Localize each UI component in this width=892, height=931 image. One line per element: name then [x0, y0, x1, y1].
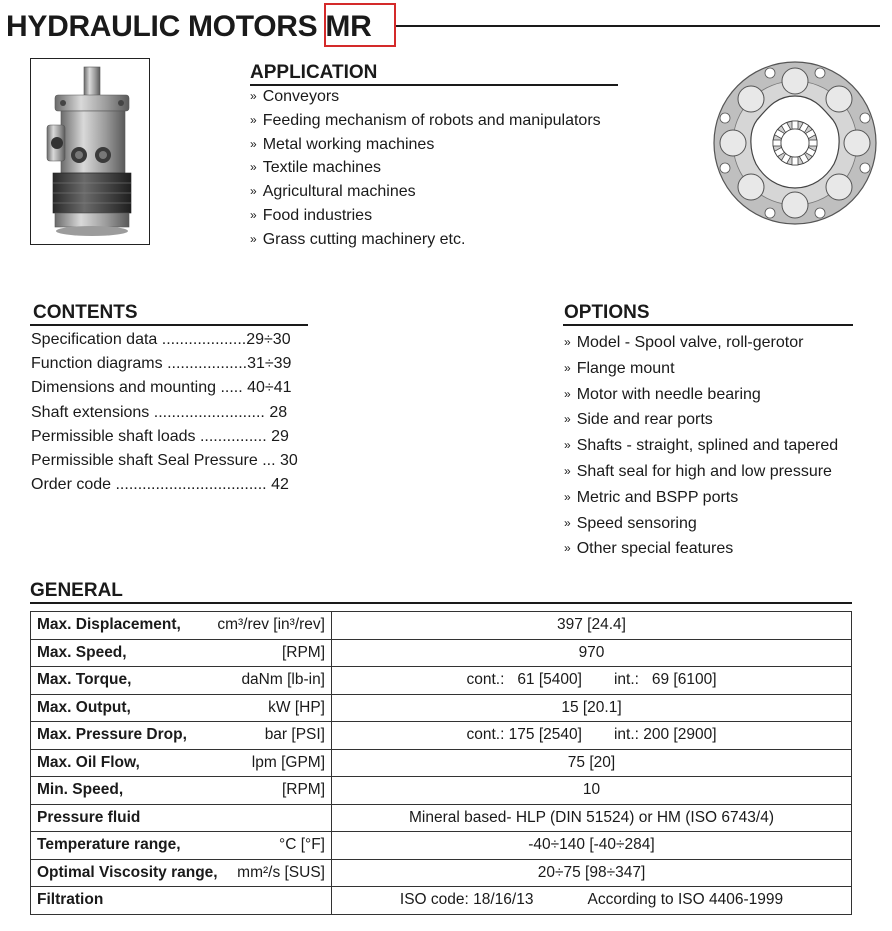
list-item: » Grass cutting machinery etc.	[250, 230, 466, 248]
bullet-icon: »	[250, 184, 257, 199]
table-row	[31, 832, 852, 860]
bullet-icon: »	[564, 438, 571, 453]
bullet-icon: »	[250, 160, 257, 175]
list-item: » Speed sensoring	[564, 514, 697, 532]
title-model-highlight-box	[324, 3, 396, 47]
bullet-icon: »	[564, 335, 571, 349]
list-item: » Side and rear ports	[564, 411, 713, 429]
contents-list	[31, 328, 298, 497]
row-value: 15 [20.1]	[332, 694, 852, 722]
row-unit: bar [PSI]	[264, 726, 325, 744]
row-label: Filtration	[31, 887, 332, 915]
bullet-icon: »	[564, 463, 571, 478]
list-item: Specification data ...................29÷30	[31, 331, 291, 348]
table-row	[31, 612, 852, 640]
row-value: cont.: 175 [2540] int.: 200 [2900]	[332, 722, 852, 750]
list-item: Shaft extensions ......................... 28	[31, 403, 288, 421]
options-list	[564, 330, 838, 562]
list-item: » Food industries	[250, 206, 373, 224]
bullet-icon: »	[250, 231, 257, 246]
table-row	[31, 722, 852, 750]
list-item: » Agricultural machines	[250, 183, 416, 201]
title-main: HYDRAULIC MOTORS	[6, 10, 318, 43]
options-heading: OPTIONS	[564, 302, 650, 323]
bullet-icon: »	[564, 489, 571, 504]
contents-rule	[30, 324, 308, 326]
list-item: » Shafts - straight, splined and tapered	[564, 437, 839, 455]
bullet-icon: »	[250, 89, 257, 103]
table-row	[31, 749, 852, 777]
product-photo	[30, 58, 150, 245]
row-unit: cm³/rev [in³/rev]	[217, 616, 325, 634]
list-item: Dimensions and mounting ..... 40÷41	[31, 379, 292, 397]
page-title	[6, 10, 371, 44]
list-item: » Motor with needle bearing	[564, 385, 761, 403]
row-unit: [RPM]	[281, 643, 325, 661]
list-item: Permissible shaft loads ............... 29	[31, 427, 289, 445]
row-unit: daNm [lb-in]	[241, 671, 325, 689]
list-item: Function diagrams ..................31÷39	[31, 355, 292, 373]
table-row	[31, 639, 852, 667]
table-row	[31, 777, 852, 805]
contents-heading: CONTENTS	[33, 302, 138, 323]
row-label: Max. Speed, [RPM]	[31, 639, 332, 667]
table-row	[31, 887, 852, 915]
list-item: » Other special features	[564, 540, 734, 558]
options-rule	[563, 324, 853, 326]
bullet-icon: »	[250, 207, 257, 222]
row-label: Max. Displacement, cm³/rev [in³/rev]	[31, 612, 332, 640]
bullet-icon: »	[564, 541, 571, 556]
list-item: » Shaft seal for high and low pressure	[564, 462, 832, 480]
row-label: Max. Oil Flow, lpm [GPM]	[31, 749, 332, 777]
general-rule	[30, 602, 852, 604]
table-row	[31, 694, 852, 722]
row-value: 397 [24.4]	[332, 612, 852, 640]
table-row	[31, 667, 852, 695]
list-item: » Conveyors	[250, 88, 340, 105]
row-value: 20÷75 [98÷347]	[332, 859, 852, 887]
application-heading: APPLICATION	[250, 62, 378, 83]
table-row	[31, 804, 852, 832]
bullet-icon: »	[250, 136, 257, 151]
row-label: Temperature range, °C [°F]	[31, 832, 332, 860]
general-spec-table	[30, 611, 852, 915]
row-label: Max. Pressure Drop, bar [PSI]	[31, 722, 332, 750]
row-label: Optimal Viscosity range, mm²/s [SUS]	[31, 859, 332, 887]
row-label: Max. Torque, daNm [lb-in]	[31, 667, 332, 695]
title-model: MR	[325, 10, 372, 43]
bullet-icon: »	[250, 112, 257, 127]
general-heading: GENERAL	[30, 580, 123, 601]
list-item: » Feeding mechanism of robots and manipulators	[250, 111, 601, 129]
list-item: Order code .................................. 42	[31, 476, 289, 494]
application-list	[250, 85, 601, 252]
bullet-icon: »	[564, 386, 571, 401]
list-item: » Model - Spool valve, roll-gerotor	[564, 334, 804, 351]
list-item: » Metric and BSPP ports	[564, 488, 739, 506]
list-item: » Textile machines	[250, 159, 381, 177]
bullet-icon: »	[564, 412, 571, 427]
row-unit: [RPM]	[281, 781, 325, 799]
row-unit: kW [HP]	[268, 698, 325, 716]
title-rule	[396, 25, 880, 27]
bullet-icon: »	[564, 360, 571, 375]
table-row	[31, 859, 852, 887]
list-item: Permissible shaft Seal Pressure ... 30	[31, 451, 298, 469]
bullet-icon: »	[564, 515, 571, 530]
list-item: » Flange mount	[564, 359, 675, 377]
row-unit: mm²/s [SUS]	[237, 863, 325, 881]
row-value: 75 [20]	[332, 749, 852, 777]
row-value: -40÷140 [-40÷284]	[332, 832, 852, 860]
gerotor-diagram	[712, 60, 878, 226]
row-value: 970	[332, 639, 852, 667]
row-value: cont.: 61 [5400] int.: 69 [6100]	[332, 667, 852, 695]
hydraulic-motor-icon	[31, 59, 148, 243]
row-label: Max. Output, kW [HP]	[31, 694, 332, 722]
row-value: 10	[332, 777, 852, 805]
row-value: ISO code: 18/16/13 According to ISO 4406-1999	[332, 887, 852, 915]
list-item: » Metal working machines	[250, 135, 435, 153]
row-value: Mineral based- HLP (DIN 51524) or HM (ISO 6743/4)	[332, 804, 852, 832]
row-unit: lpm [GPM]	[251, 753, 325, 771]
row-label: Min. Speed, [RPM]	[31, 777, 332, 805]
row-unit: °C [°F]	[279, 836, 325, 854]
row-label: Pressure fluid	[31, 804, 332, 832]
